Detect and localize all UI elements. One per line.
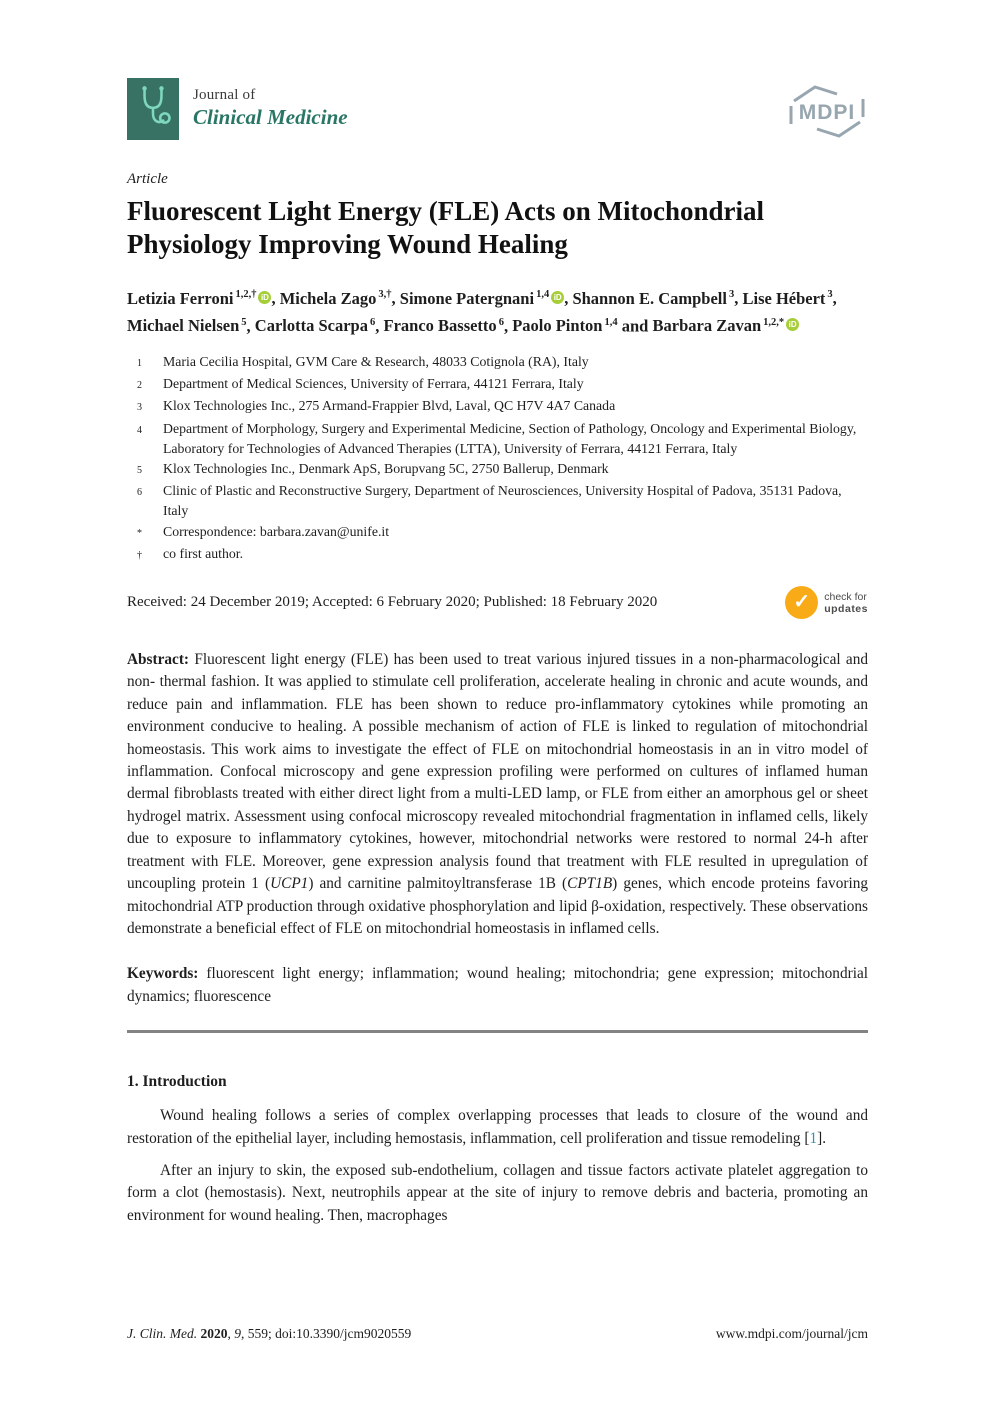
affiliation-marker: 3 [137, 402, 142, 414]
affiliation-marker: † [137, 549, 142, 561]
keywords [127, 963, 868, 1008]
author-name: Lise Hébert $^3$ [742, 288, 833, 308]
text-segment: ) genes, which encode proteins favoring mitochondrial ATP production through oxidative phosphorylation and lipid β-oxidation, respectively. These observations demonstrate a beneficial effect of FLE on mitochondrial homeostasis in inflamed cells. [127, 875, 868, 937]
author-name: Letizia Ferroni $^{1,2,\dagger}$ iD [127, 289, 271, 308]
masthead [127, 78, 868, 145]
author-name: Paolo Pinton $^{1,4}$ [512, 316, 618, 335]
affiliation-text: Correspondence: barbara.zavan@unife.it [163, 523, 390, 539]
text-segment: CPT1B [567, 875, 613, 893]
affiliation-text: Department of Morphology, Surgery and Experimental Medicine, Section of Pathology, Oncology and Experimental Biology, Laboratory for Technologies of Advanced Therapies (LTTA), University of Ferrara, 44121 Ferrara, Italy [163, 420, 857, 456]
dates-row [127, 586, 868, 619]
affiliation-row [137, 522, 868, 544]
text-segment: , 559; doi:10.3390/jcm9020559 [241, 1326, 412, 1341]
journal-brand [127, 78, 348, 140]
text-segment: Keywords: [127, 965, 207, 983]
affiliation-marker: 1 [137, 358, 142, 369]
text-segment: Abstract: [127, 651, 195, 669]
affiliation-marker: * [137, 527, 142, 539]
check-for-updates-badge[interactable] [785, 586, 868, 619]
section-heading-introduction: 1. Introduction [127, 1073, 227, 1091]
mdpi-logo-icon [786, 82, 868, 145]
author-name: Michela Zago $^{3,\dagger}$ [279, 288, 392, 308]
intro-paragraph-1 [127, 1105, 868, 1150]
journal-prefix: Journal of [193, 87, 256, 103]
page-title: Fluorescent Light Energy (FLE) Acts on Mitochondrial Physiology Improving Wound Healing [127, 196, 764, 259]
text-segment: 2020 [200, 1326, 228, 1341]
orcid-icon[interactable]: iD [786, 318, 799, 331]
text-segment: , [227, 1326, 235, 1341]
affiliation-text: Clinic of Plastic and Reconstructive Surgery, Department of Neurosciences, University Hospital of Padova, 35131 Padova, Italy [163, 483, 842, 519]
text-segment: ]. [817, 1129, 827, 1147]
journal-url: www.mdpi.com/journal/jcm [715, 1326, 868, 1341]
abstract [127, 649, 868, 940]
text-segment: UCP1 [270, 875, 309, 893]
affiliation-text: co first author. [163, 545, 244, 561]
affiliation-marker: 2 [137, 380, 142, 392]
affiliation-list [127, 352, 868, 566]
orcid-icon[interactable]: iD [551, 291, 564, 304]
text-segment: After an injury to skin, the exposed sub-endothelium, collagen and tissue factors activate platelet aggregation to form a clot (hemostasis). Next, neutrophils appear at the site of injury to remove debris and bacteria, promoting an environment for wound healing. Then, macrophages [127, 1161, 868, 1224]
author-name: Franco Bassetto $^6$ [383, 316, 504, 335]
author-separator: , [564, 288, 573, 308]
author-separator: , [271, 288, 280, 308]
affiliation-row [137, 544, 868, 566]
orcid-icon[interactable]: iD [258, 291, 271, 304]
affiliation-text: Klox Technologies Inc., 275 Armand-Frappier Blvd, Laval, QC H7V 4A7 Canada [163, 398, 616, 414]
affiliation-marker: 6 [137, 487, 142, 499]
text-segment: Wound healing follows a series of complex overlapping processes that leads to closure of the wound and restoration of the epithelial layer, including hemostasis, inflammation, cell proliferation and tissue remodeling [ [127, 1107, 868, 1147]
author-name: Michael Nielsen $^5$ [127, 316, 247, 335]
affiliation-row [137, 374, 868, 396]
author-name: Simone Patergnani $^{1,4}$ iD [400, 289, 564, 308]
citation-line [127, 1326, 411, 1342]
affiliation-row [137, 396, 868, 418]
author-name: Barbara Zavan $^{1,2,*}$ iD [652, 316, 799, 335]
intro-paragraph-2 [127, 1160, 868, 1227]
citation-link[interactable]: 1 [809, 1129, 818, 1147]
author-separator: , [375, 316, 384, 335]
affiliation-row [137, 481, 868, 521]
affiliation-marker: 5 [137, 465, 142, 477]
text-segment: 9 [234, 1326, 241, 1341]
affiliation-text: Klox Technologies Inc., Denmark ApS, Borupvang 5C, 2750 Ballerup, Denmark [163, 461, 609, 477]
author-separator: and [617, 316, 653, 335]
journal-name: Clinical Medicine [193, 105, 348, 129]
affiliation-row [137, 352, 868, 374]
text-segment: J. Clin. Med. [127, 1326, 201, 1341]
affiliation-text: Maria Cecilia Hospital, GVM Care & Research, 48033 Cotignola (RA), Italy [163, 354, 589, 369]
author-separator: , [391, 288, 400, 308]
author-name: Shannon E. Campbell $^3$ [572, 288, 735, 308]
author-list [127, 283, 868, 338]
affiliation-row [137, 459, 868, 481]
dates-line: Received: 24 December 2019; Accepted: 6 February 2020; Published: 18 February 2020 [127, 594, 658, 611]
author-separator: , [503, 316, 513, 335]
affiliation-row [137, 419, 868, 459]
journal-titles [193, 78, 348, 130]
stethoscope-icon [131, 80, 175, 139]
author-name: Carlotta Scarpa $^6$ [254, 316, 376, 335]
affiliation-text: Department of Medical Sciences, University of Ferrara, 44121 Ferrara, Italy [163, 376, 584, 392]
author-separator: , [832, 288, 837, 308]
divider [127, 1030, 868, 1033]
text-segment: fluorescent light energy; inflammation; wound healing; mitochondria; gene expression; mitochondrial dynamics; fluorescence [127, 965, 868, 1005]
article-type-label: Article [127, 171, 168, 187]
affiliation-marker: 4 [137, 424, 142, 436]
check-for-updates-label: check for updates [824, 590, 868, 615]
text-segment: ) and carnitine palmitoyltransferase 1B ( [308, 875, 568, 893]
page-content [127, 0, 868, 1227]
text-segment: Fluorescent light energy (FLE) has been used to treat various injured tissues in a non-pharmacological and non- thermal fashion. It was applied to stimulate cell proliferation, accelerate healing in chronic and acute wounds, and reduce pain and inflammation. FLE has been shown to reduce pro-inflammatory cytokines while promoting an environment conducive to healing. A possible mechanism of action of FLE is linked to regulation of mitochondrial homeostasis. This work aims to investigate the effect of FLE on mitochondrial homeostasis in an in vitro model of inflammation. Confocal microscopy and gene expression profiling were performed on cultures of inflamed human dermal fibroblasts treated with either direct light from a multi-LED lamp, or FLE from either an amorphous gel or sheet hydrogel matrix. Assessment using confocal microscopy revealed mitochondrial fragmentation in inflamed cells, likely due to exposure to inflammatory cytokines, however, mitochondrial networks were restored to normal 24-h after treatment with FLE. Moreover, gene expression analysis found that treatment with FLE resulted in upregulation of uncoupling protein 1 ( [127, 651, 868, 893]
author-separator: , [734, 288, 743, 308]
svg-text:MDPI: MDPI [798, 101, 856, 124]
check-icon: ✓ [785, 586, 818, 619]
journal-logo [127, 78, 179, 140]
author-separator: , [246, 316, 255, 335]
page-footer [127, 1326, 868, 1342]
